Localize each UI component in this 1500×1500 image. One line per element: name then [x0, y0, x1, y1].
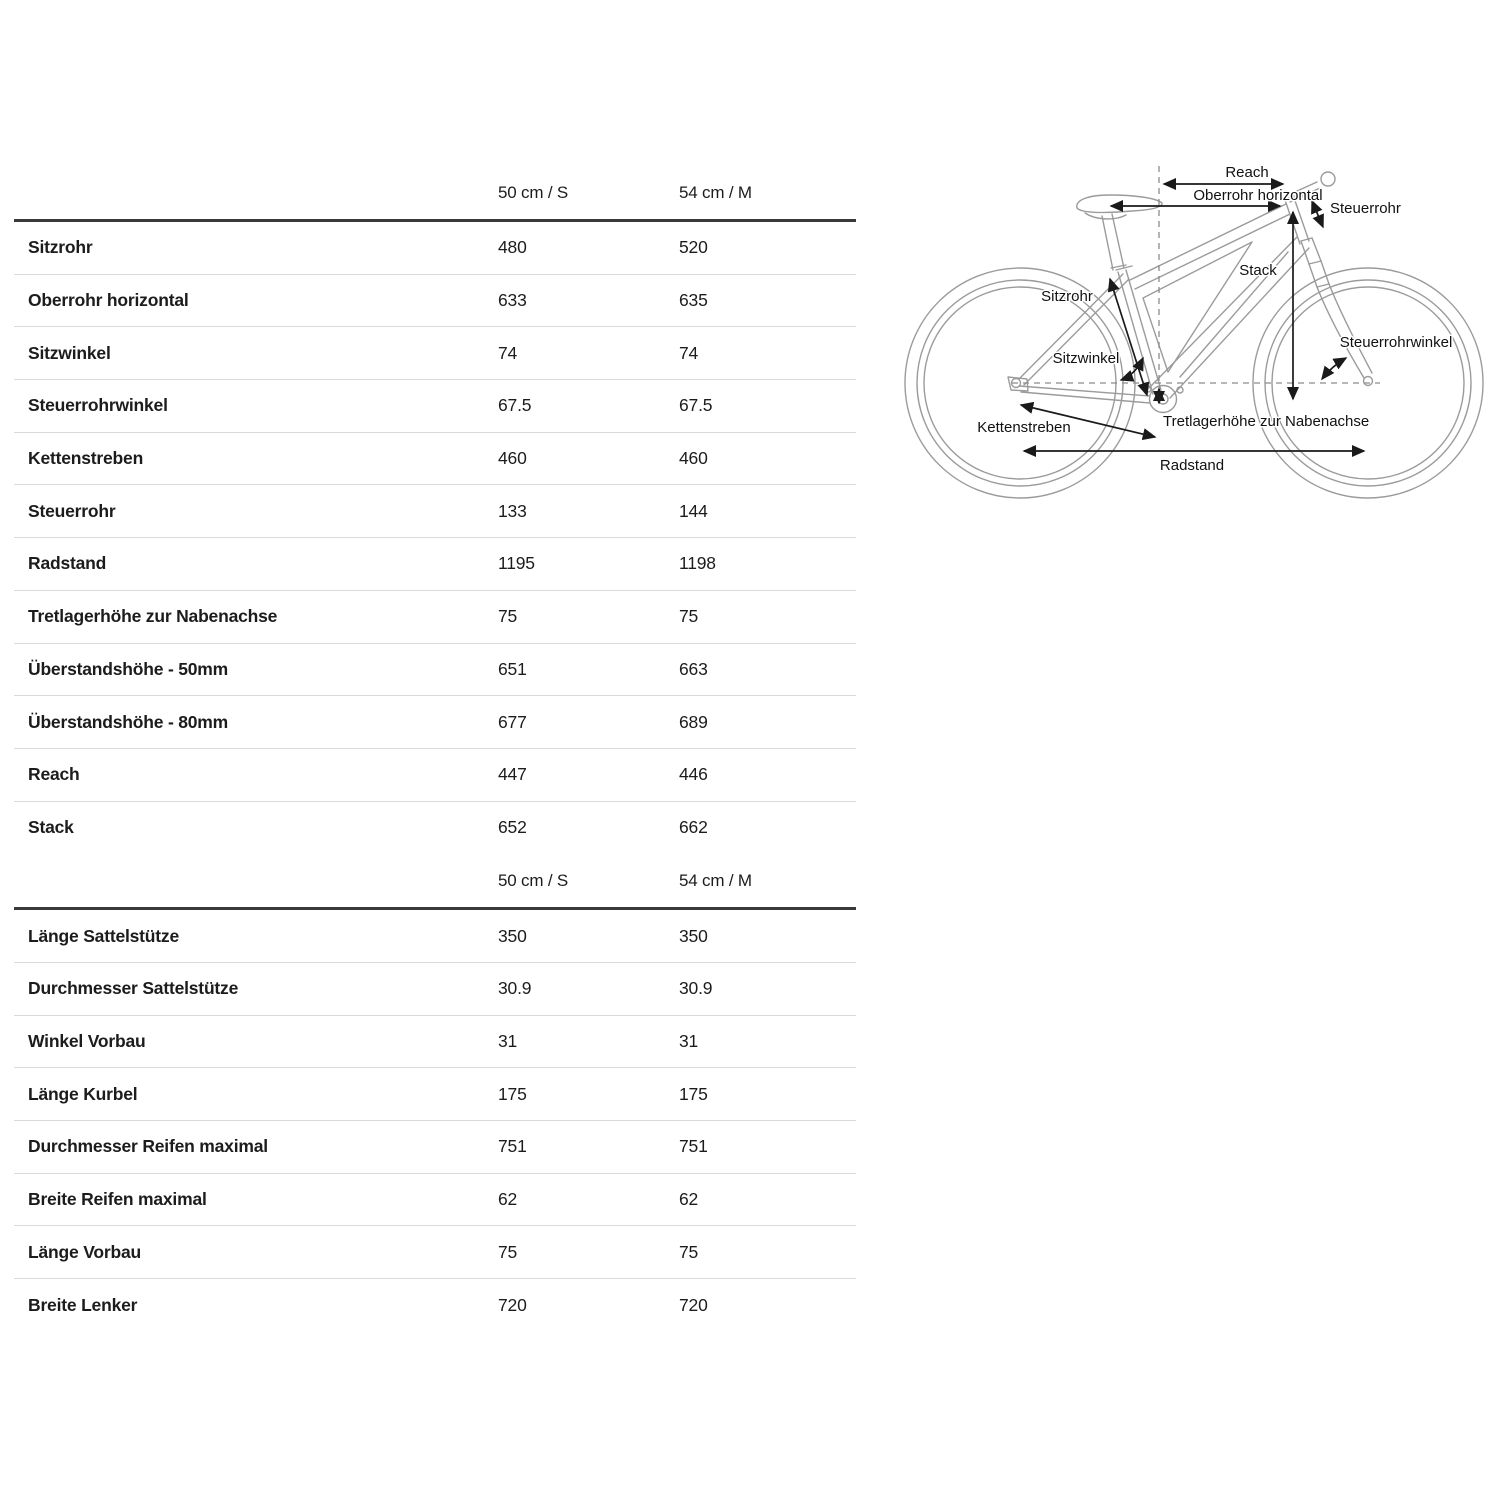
row-value: 480 [498, 237, 527, 258]
row-label: Oberrohr horizontal [28, 290, 189, 311]
row-value: 31 [498, 1030, 518, 1051]
row-label: Überstandshöhe - 80mm [28, 711, 229, 732]
table-row [14, 275, 856, 328]
geometry-section-components [14, 854, 856, 1332]
steuerrohr-arrow [1312, 201, 1323, 227]
row-value: 1195 [498, 553, 535, 574]
table-row [14, 1068, 856, 1121]
row-label: Sitzwinkel [28, 342, 111, 363]
table-header-row [14, 854, 856, 910]
row-value: 144 [679, 500, 708, 521]
row-value: 350 [679, 925, 708, 946]
row-label: Sitzrohr [28, 237, 93, 258]
table-row [14, 1121, 856, 1174]
diagram-label-sitzrohr: Sitzrohr [1041, 288, 1093, 305]
column-header-size-s: 50 cm / S [498, 871, 569, 891]
column-header-size-s: 50 cm / S [498, 183, 569, 202]
row-value: 633 [498, 290, 527, 311]
header-spacer [14, 203, 498, 219]
main-frame [1130, 195, 1309, 398]
geometry-section-frame [14, 160, 856, 854]
diagram-label-reach: Reach [1225, 164, 1269, 181]
row-label: Stack [28, 817, 74, 838]
row-value: 75 [498, 606, 518, 627]
row-value: 31 [679, 1030, 699, 1051]
column-header-size-m: 54 cm / M [679, 871, 752, 891]
diagram-label-oberrohr: Oberrohr horizontal [1193, 187, 1323, 204]
row-label: Steuerrohr [28, 500, 116, 521]
saddle [1077, 195, 1162, 219]
diagram-label-radstand: Radstand [1159, 457, 1225, 474]
row-value: 635 [679, 290, 708, 311]
steuerrohrwinkel-angle-arc [1322, 358, 1346, 379]
table-header-row [14, 160, 856, 222]
row-label: Durchmesser Reifen maximal [28, 1136, 268, 1157]
row-value: 460 [679, 448, 708, 469]
row-value: 175 [498, 1083, 527, 1104]
row-label: Überstandshöhe - 50mm [28, 658, 229, 679]
diagram-label-sitzwinkel: Sitzwinkel [1052, 350, 1120, 367]
table-row [14, 749, 856, 802]
column-header-size-m: 54 cm / M [679, 183, 752, 202]
table-row [14, 1226, 856, 1279]
row-value: 651 [498, 658, 527, 679]
table-row [14, 1174, 856, 1227]
row-value: 62 [679, 1189, 699, 1210]
diagram-label-steuerrohrwinkel: Steuerrohrwinkel [1339, 334, 1453, 351]
measurement-arrows [1021, 184, 1364, 451]
row-value: 62 [498, 1189, 518, 1210]
row-value: 30.9 [679, 978, 713, 999]
bottom-bracket [1145, 386, 1183, 413]
row-label: Reach [28, 764, 80, 785]
row-value: 67.5 [679, 395, 713, 416]
row-value: 75 [498, 1241, 518, 1262]
table-row [14, 380, 856, 433]
row-value: 751 [679, 1136, 708, 1157]
row-label: Tretlagerhöhe zur Nabenachse [28, 606, 278, 627]
diagram-label-steuerrohr: Steuerrohr [1330, 200, 1401, 217]
table-row [14, 538, 856, 591]
diagram-label-stack: Stack [1239, 262, 1277, 279]
row-value: 720 [498, 1294, 527, 1315]
row-label: Breite Reifen maximal [28, 1189, 207, 1210]
row-value: 662 [679, 817, 708, 838]
table-row [14, 644, 856, 697]
table-row [14, 433, 856, 486]
table-row [14, 802, 856, 855]
sitzwinkel-angle-arc [1121, 358, 1143, 380]
row-value: 663 [679, 658, 708, 679]
row-label: Länge Sattelstütze [28, 925, 180, 946]
header-spacer [14, 891, 498, 907]
row-label: Radstand [28, 553, 107, 574]
table-row [14, 963, 856, 1016]
seatpost [1102, 214, 1126, 270]
row-value: 446 [679, 764, 708, 785]
row-value: 652 [498, 817, 527, 838]
row-value: 689 [679, 711, 708, 732]
table-row [14, 327, 856, 380]
row-label: Durchmesser Sattelstütze [28, 978, 239, 999]
table-row [14, 1279, 856, 1332]
row-value: 447 [498, 764, 527, 785]
row-value: 350 [498, 925, 527, 946]
row-value: 720 [679, 1294, 708, 1315]
table-row [14, 696, 856, 749]
fork [1301, 238, 1372, 378]
row-label: Breite Lenker [28, 1294, 138, 1315]
row-label: Winkel Vorbau [28, 1030, 146, 1051]
row-value: 460 [498, 448, 527, 469]
row-label: Länge Kurbel [28, 1083, 138, 1104]
row-value: 67.5 [498, 395, 532, 416]
row-label: Steuerrohrwinkel [28, 395, 168, 416]
row-value: 133 [498, 500, 527, 521]
row-value: 30.9 [498, 978, 532, 999]
table-row [14, 485, 856, 538]
row-value: 75 [679, 1241, 699, 1262]
row-value: 751 [498, 1136, 527, 1157]
row-value: 677 [498, 711, 527, 732]
row-value: 75 [679, 606, 699, 627]
row-value: 74 [679, 342, 699, 363]
row-label: Länge Vorbau [28, 1241, 141, 1262]
bike-geometry-diagram [880, 140, 1500, 560]
table-row [14, 910, 856, 963]
row-value: 74 [498, 342, 518, 363]
table-row [14, 222, 856, 275]
row-value: 175 [679, 1083, 708, 1104]
diagram-labels [977, 164, 1452, 474]
row-value: 1198 [679, 553, 716, 574]
row-value: 520 [679, 237, 708, 258]
diagram-label-tretlagerhoehe: Tretlagerhöhe zur Nabenachse [1163, 413, 1370, 430]
diagram-label-kettenstreben: Kettenstreben [977, 419, 1071, 436]
geometry-table [14, 160, 856, 1332]
table-row [14, 1016, 856, 1069]
table-row [14, 591, 856, 644]
row-label: Kettenstreben [28, 448, 144, 469]
